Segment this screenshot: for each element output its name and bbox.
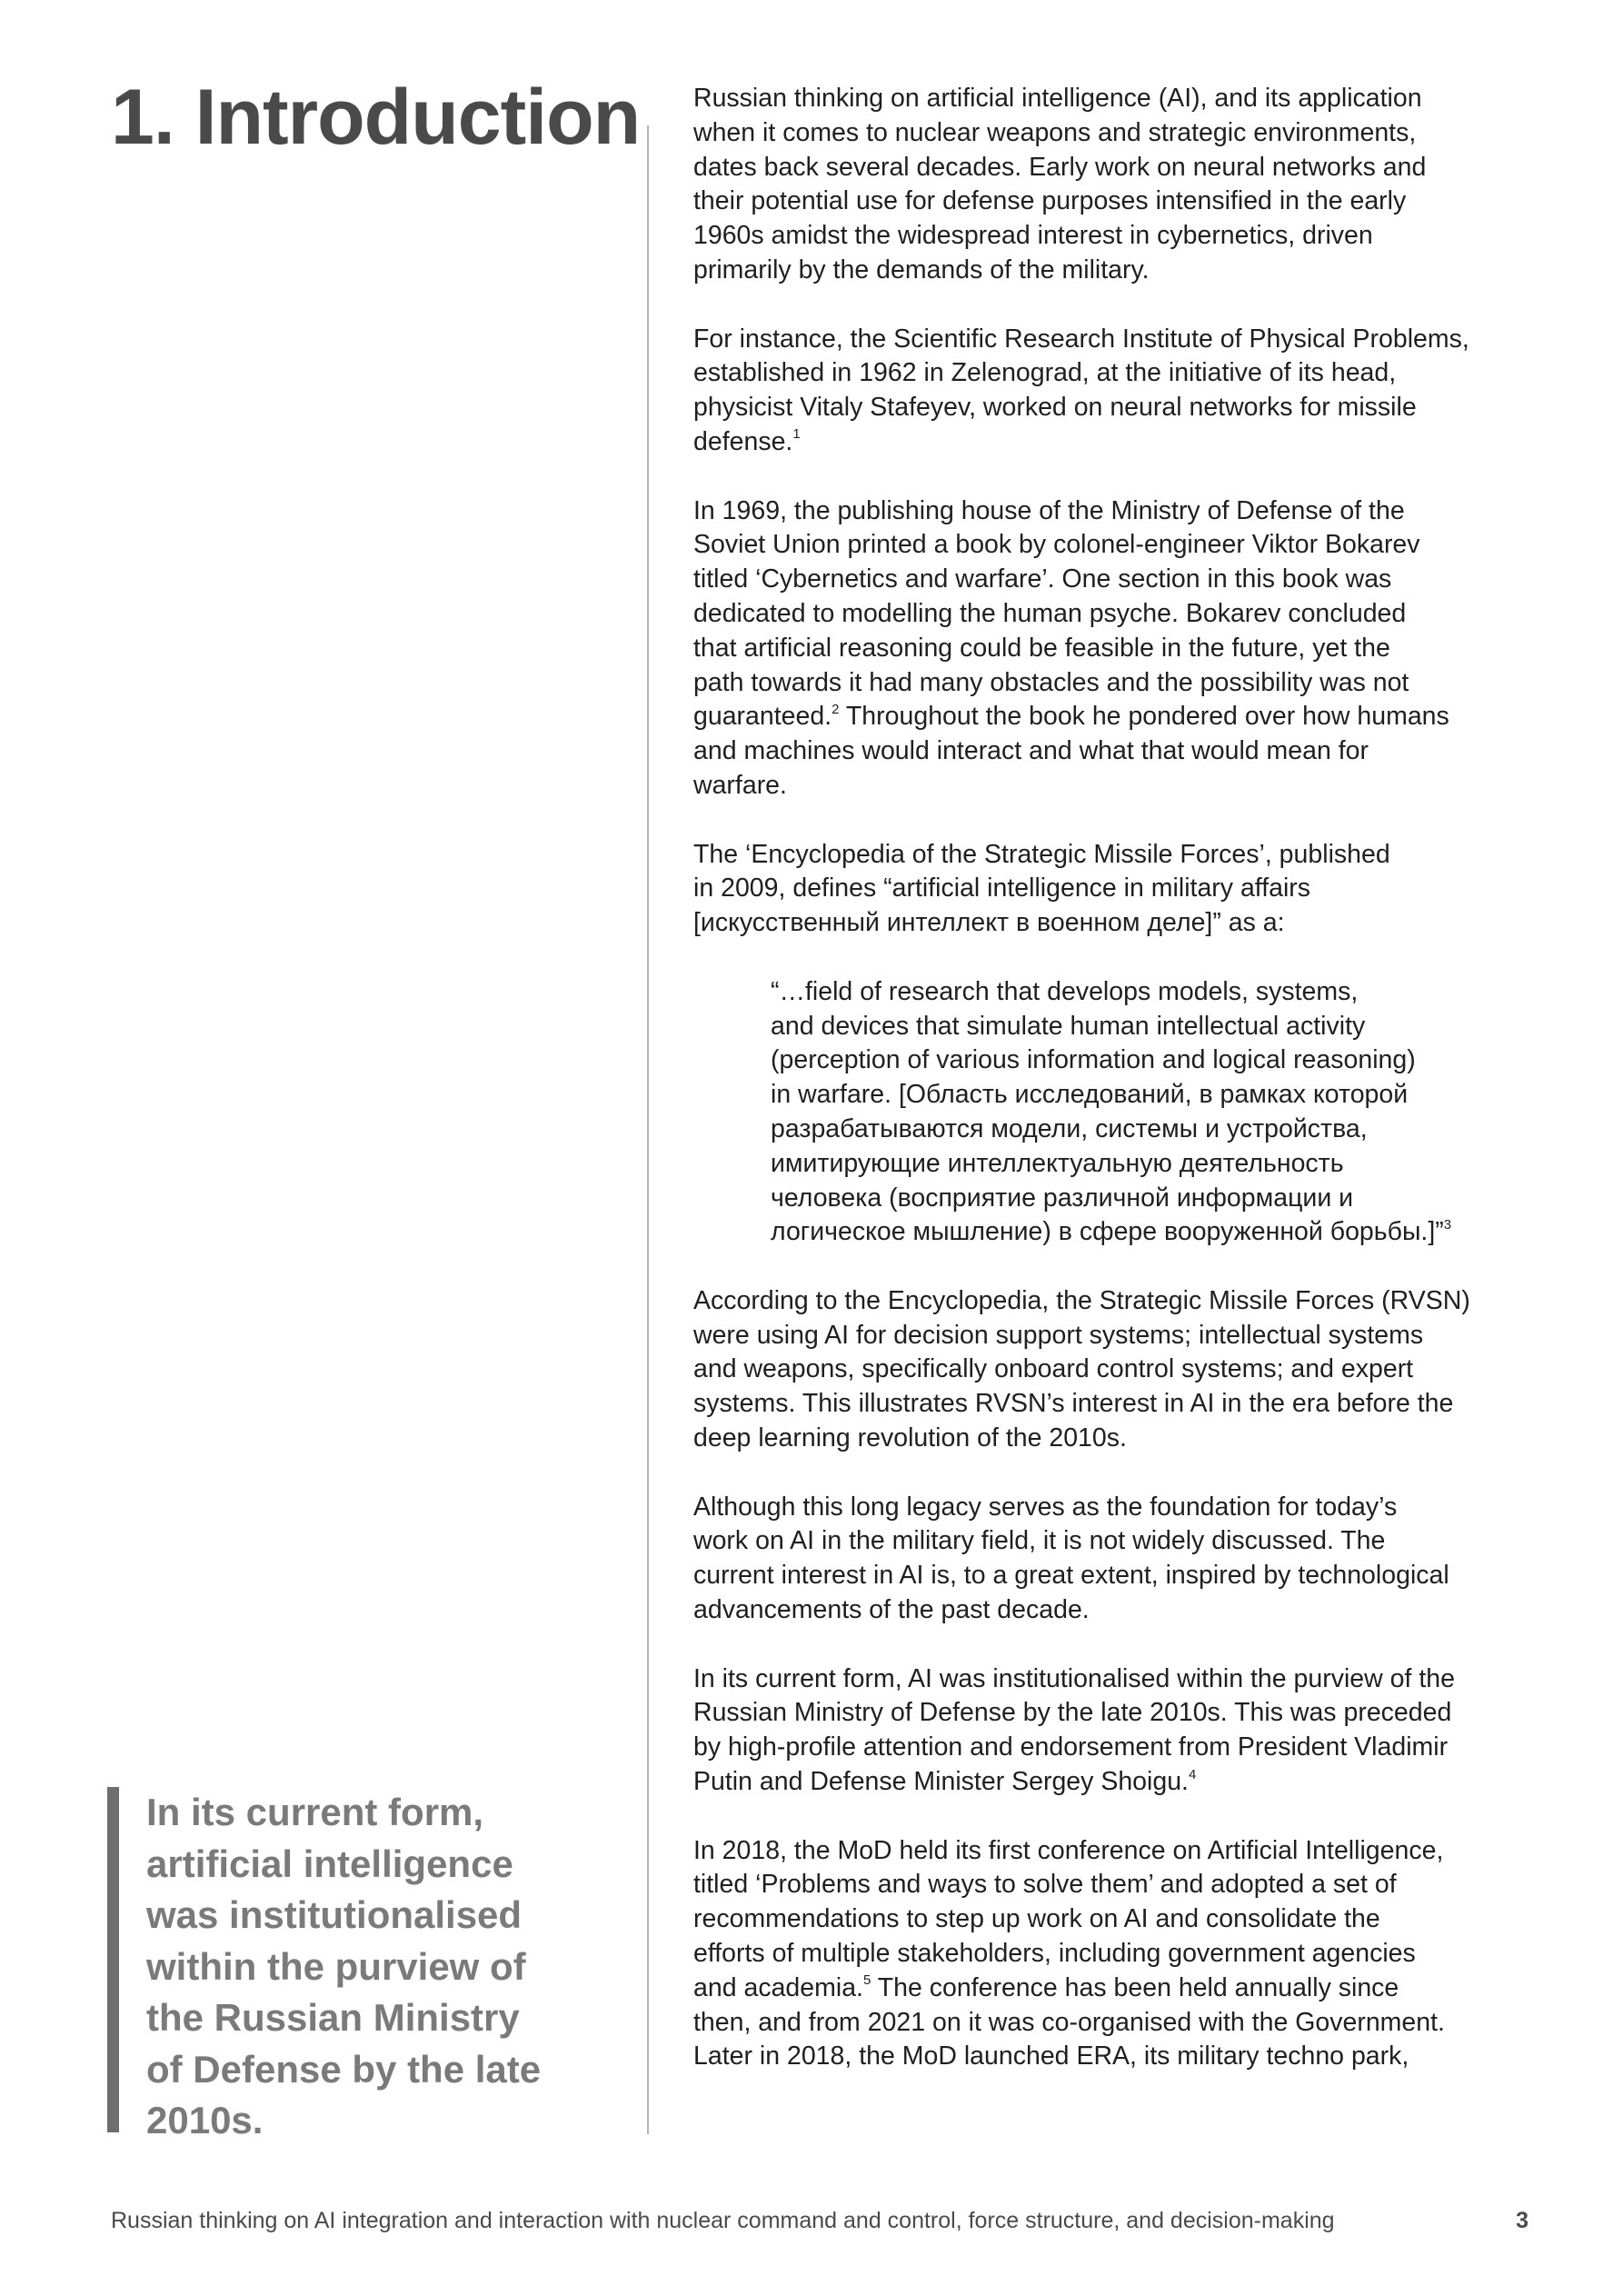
text-line: Russian Ministry of Defense by the late 2010s. This was preceded	[693, 1698, 1452, 1728]
text-line: deep learning revolution of the 2010s.	[693, 1423, 1127, 1453]
text-line: In 1969, the publishing house of the Ministry of Defense of the	[693, 495, 1405, 525]
text-line: 1960s amidst the widespread interest in cybernetics, driven	[693, 221, 1373, 251]
text-line: primarily by the demands of the military.	[693, 255, 1150, 285]
footnote-ref-4[interactable]: 4	[1188, 1766, 1197, 1782]
footnote-ref-1[interactable]: 1	[792, 426, 801, 443]
text-line: were using AI for decision support systems; intellectual systems	[693, 1320, 1424, 1350]
text-line: systems. This illustrates RVSN’s interest in AI in the era before the	[693, 1389, 1454, 1419]
quote-line: человека (восприятие различной информации и	[771, 1183, 1354, 1213]
paragraph-6	[693, 1491, 1529, 1628]
quote-line: (perception of various information and logical reasoning)	[771, 1045, 1416, 1075]
text-line: that artificial reasoning could be feasible in the future, yet the	[693, 633, 1390, 663]
pull-quote-line: 2010s.	[146, 2099, 264, 2141]
text-fragment: and academia.	[693, 1972, 863, 2002]
quote-line: разрабатываются модели, системы и устройства,	[771, 1113, 1368, 1143]
text-fragment: guaranteed.	[693, 702, 832, 732]
text-line	[693, 1972, 1529, 2006]
footnote-ref-2[interactable]: 2	[831, 701, 840, 717]
text-line: Russian thinking on artificial intelligence (AI), and its application	[693, 84, 1422, 113]
text-fragment: логическое мышление) в сфере вооруженной борьбы.]”	[771, 1217, 1444, 1247]
text-line: For instance, the Scientific Research Institute of Physical Problems,	[693, 324, 1469, 354]
text-line: when it comes to nuclear weapons and strategic environments,	[693, 117, 1417, 147]
text-line: then, and from 2021 on it was co-organised with the Government.	[693, 2007, 1445, 2037]
text-line: physicist Vitaly Stafeyev, worked on neural networks for missile	[693, 393, 1417, 423]
quote-line: in warfare. [Область исследований, в рамках которой	[771, 1080, 1409, 1110]
text-line: titled ‘Cybernetics and warfare’. One section in this book was	[693, 564, 1392, 594]
body-column	[693, 82, 1529, 2109]
text-line: Soviet Union printed a book by colonel-engineer Viktor Bokarev	[693, 530, 1420, 560]
text-line: work on AI in the military field, it is not widely discussed. The	[693, 1526, 1386, 1556]
text-line: Later in 2018, the MoD launched ERA, its military techno park,	[693, 2041, 1409, 2071]
text-fragment: Putin and Defense Minister Sergey Shoigu.	[693, 1767, 1189, 1797]
text-line: in 2009, defines “artificial intelligence in military affairs	[693, 873, 1311, 903]
text-line	[693, 425, 1529, 460]
text-line: current interest in AI is, to a great extent, inspired by technological	[693, 1561, 1449, 1591]
text-line	[693, 700, 1529, 734]
quote-line	[771, 1215, 1529, 1250]
column-divider	[647, 125, 649, 2134]
paragraph-4	[693, 838, 1529, 941]
pull-quote	[107, 1787, 580, 2141]
paragraph-2	[693, 323, 1529, 460]
text-line: their potential use for defense purposes intensified in the early	[693, 186, 1407, 216]
pull-quote-line: was institutionalised	[146, 1893, 523, 1936]
pull-quote-line: of Defense by the late	[146, 2047, 542, 2091]
running-title: Russian thinking on AI integration and interaction with nuclear command and control, force structure, and decision-making	[111, 2208, 1335, 2233]
text-line: path towards it had many obstacles and the possibility was not	[693, 667, 1409, 697]
pull-quote-line: within the purview of	[146, 1944, 526, 1988]
quote-line: and devices that simulate human intellectual activity	[771, 1011, 1366, 1041]
text-line: efforts of multiple stakeholders, including government agencies	[693, 1939, 1416, 1969]
pull-quote-line: the Russian Ministry	[146, 1996, 520, 2039]
text-line: [искусственный интеллект в военном деле]” as a:	[693, 908, 1285, 938]
text-line: dates back several decades. Early work on neural networks and	[693, 152, 1427, 182]
text-fragment: defense.	[693, 426, 793, 456]
page-number: 3	[1516, 2208, 1528, 2233]
paragraph-3	[693, 494, 1529, 804]
pull-quote-line: In its current form,	[146, 1791, 484, 1833]
footnote-ref-3[interactable]: 3	[1443, 1216, 1452, 1233]
text-fragment: The conference has been held annually since	[871, 1972, 1399, 2002]
block-quote	[771, 975, 1529, 1250]
quote-line: “…field of research that develops models, systems,	[771, 976, 1359, 1006]
section-heading: 1. Introduction	[111, 74, 641, 161]
text-line: established in 1962 in Zelenograd, at the initiative of its head,	[693, 358, 1397, 388]
text-line	[693, 1765, 1529, 1800]
text-line: Although this long legacy serves as the foundation for today’s	[693, 1492, 1398, 1522]
text-line: dedicated to modelling the human psyche. Bokarev concluded	[693, 598, 1407, 628]
text-fragment: Throughout the book he pondered over how humans	[839, 702, 1449, 732]
text-line: and weapons, specifically onboard control systems; and expert	[693, 1354, 1414, 1384]
text-line: warfare.	[693, 770, 787, 800]
paragraph-7	[693, 1662, 1529, 1800]
text-line: The ‘Encyclopedia of the Strategic Missile Forces’, published	[693, 839, 1390, 869]
text-line: advancements of the past decade.	[693, 1595, 1090, 1625]
text-line: by high-profile attention and endorsement from President Vladimir	[693, 1732, 1449, 1762]
text-line: According to the Encyclopedia, the Strategic Missile Forces (RVSN)	[693, 1285, 1470, 1315]
pull-quote-line: artificial intelligence	[146, 1842, 513, 1885]
text-line: titled ‘Problems and ways to solve them’ and adopted a set of	[693, 1870, 1397, 1900]
text-line: recommendations to step up work on AI and consolidate the	[693, 1904, 1380, 1934]
text-line: and machines would interact and what that would mean for	[693, 736, 1369, 766]
paragraph-1	[693, 82, 1529, 288]
paragraph-5	[693, 1284, 1529, 1456]
paragraph-8	[693, 1834, 1529, 2075]
footnote-ref-5[interactable]: 5	[862, 1972, 871, 1989]
text-line: In 2018, the MoD held its first conference on Artificial Intelligence,	[693, 1835, 1444, 1865]
text-line: In its current form, AI was institutionalised within the purview of the	[693, 1663, 1455, 1693]
quote-line: имитирующие интеллектуальную деятельность	[771, 1148, 1344, 1178]
